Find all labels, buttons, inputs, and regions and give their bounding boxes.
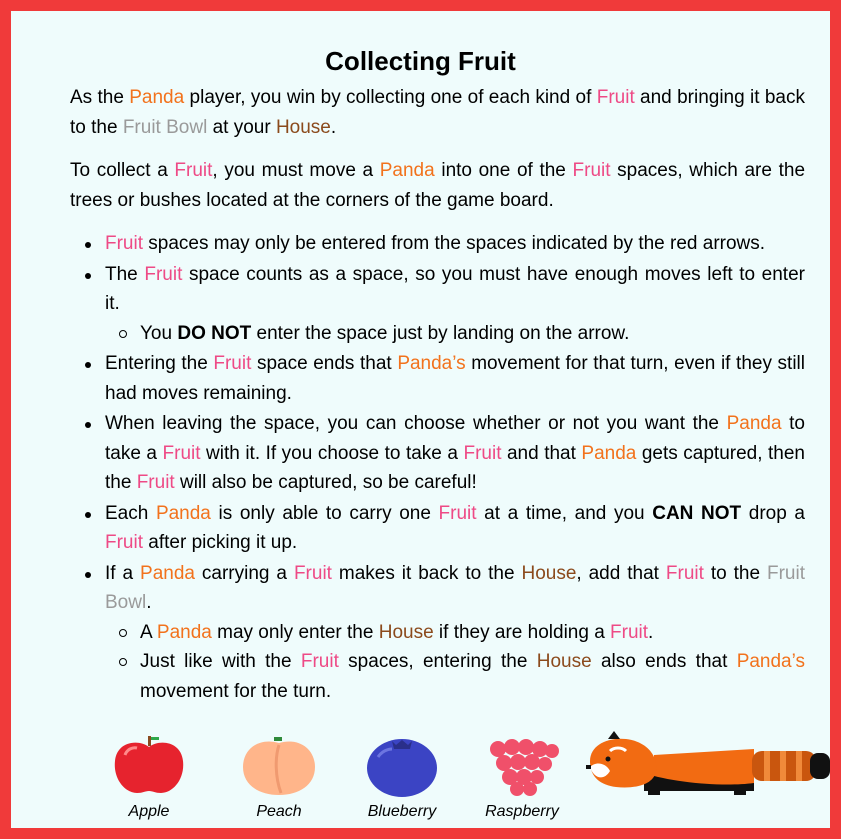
- keyword-fruit: Fruit: [572, 160, 611, 181]
- fruit-peach: [229, 727, 329, 827]
- keyword-fruit: Fruit: [105, 233, 143, 254]
- raspberry-icon: [472, 727, 572, 803]
- fruit-raspberry: [472, 727, 572, 827]
- keyword-fruit: Fruit: [665, 562, 704, 584]
- keyword-fruit: Fruit: [213, 353, 252, 374]
- keyword-panda: Panda: [140, 562, 195, 584]
- keyword-house: House: [275, 116, 331, 138]
- keyword-fruit: Fruit: [610, 621, 649, 643]
- rule-subitem: A Panda may only enter the House if they are holding a Fruit.: [105, 618, 805, 648]
- keyword-bowl: Fruit Bowl: [122, 116, 208, 138]
- keyword-panda: Panda: [156, 621, 212, 643]
- keyword-fruit: Fruit: [162, 442, 201, 464]
- keyword-panda: Panda: [581, 442, 637, 464]
- keyword-fruit: Fruit: [596, 87, 635, 108]
- keyword-fruit: Fruit: [144, 263, 183, 285]
- keyword-panda: Panda: [726, 413, 782, 434]
- rule-sublist: [105, 319, 805, 349]
- rule-item: Entering the Fruit space ends that Panda’s movement for that turn, even if they still had moves remaining.: [70, 349, 805, 408]
- fruit-label: Peach: [256, 803, 302, 820]
- keyword-house: House: [521, 562, 577, 584]
- keyword-fruit: Fruit: [438, 502, 477, 524]
- fruit-apple: [99, 727, 199, 827]
- rules-list: [70, 229, 805, 706]
- peach-icon: [229, 727, 329, 803]
- blueberry-icon: [352, 727, 452, 803]
- red-panda-icon: [584, 731, 834, 801]
- keyword-panda: Panda’s: [736, 651, 806, 672]
- keyword-bowl: Fruit Bowl: [105, 562, 805, 613]
- keyword-fruit: Fruit: [293, 562, 332, 584]
- rules-body: [70, 83, 805, 706]
- apple-icon: [99, 727, 199, 803]
- keyword-fruit: Fruit: [174, 160, 213, 181]
- collect-paragraph: To collect a Fruit, you must move a Panda into one of the Fruit spaces, which are the trees or bushes located at the corners of the game board.: [70, 160, 806, 211]
- page-title: Collecting Fruit: [325, 46, 516, 76]
- keyword-fruit: Fruit: [300, 651, 339, 672]
- rule-sublist: [105, 618, 805, 707]
- rule-item: Fruit spaces may only be entered from the spaces indicated by the red arrows.: [70, 229, 805, 259]
- emphasis-text: CAN NOT: [652, 502, 742, 524]
- fruit-label: Raspberry: [485, 803, 559, 820]
- keyword-panda: Panda: [155, 502, 211, 524]
- rule-subitem: You DO NOT enter the space just by landing on the arrow.: [105, 319, 805, 349]
- keyword-fruit: Fruit: [105, 532, 143, 553]
- keyword-panda: Panda: [129, 87, 185, 108]
- fruit-label: Apple: [128, 803, 170, 820]
- rule-item: The Fruit space counts as a space, so you must have enough moves left to enter it. You DO NOT enter the space just by landing on the arrow.: [70, 260, 805, 349]
- rule-item: If a Panda carrying a Fruit makes it back to the House, add that Fruit to the Fruit Bowl. A Panda may only enter the House if they are holding a Fruit. Just like with the Fruit spaces, entering the House also ends that Panda’s movement for the turn.: [70, 559, 805, 707]
- rule-item: Each Panda is only able to carry one Fruit at a time, and you CAN NOT drop a Fruit after picking it up.: [70, 499, 805, 558]
- keyword-house: House: [378, 621, 434, 643]
- keyword-panda: Panda’s: [397, 353, 466, 374]
- emphasis-text: DO NOT: [177, 322, 252, 344]
- rule-subitem: Just like with the Fruit spaces, entering the House also ends that Panda’s movement for the turn.: [105, 647, 805, 706]
- keyword-fruit: Fruit: [136, 472, 175, 493]
- fruit-blueberry: [352, 727, 452, 827]
- fruit-label: Blueberry: [367, 803, 437, 820]
- keyword-house: House: [536, 651, 592, 672]
- keyword-fruit: Fruit: [463, 442, 502, 464]
- keyword-panda: Panda: [379, 160, 435, 181]
- rule-item: When leaving the space, you can choose whether or not you want the Panda to take a Fruit with it. If you choose to take a Fruit and that Panda gets captured, then the Fruit will also be captured, so be careful!: [70, 409, 805, 498]
- intro-paragraph: As the Panda player, you win by collecting one of each kind of Fruit and bringing it back to the Fruit Bowl at your House.: [70, 87, 805, 138]
